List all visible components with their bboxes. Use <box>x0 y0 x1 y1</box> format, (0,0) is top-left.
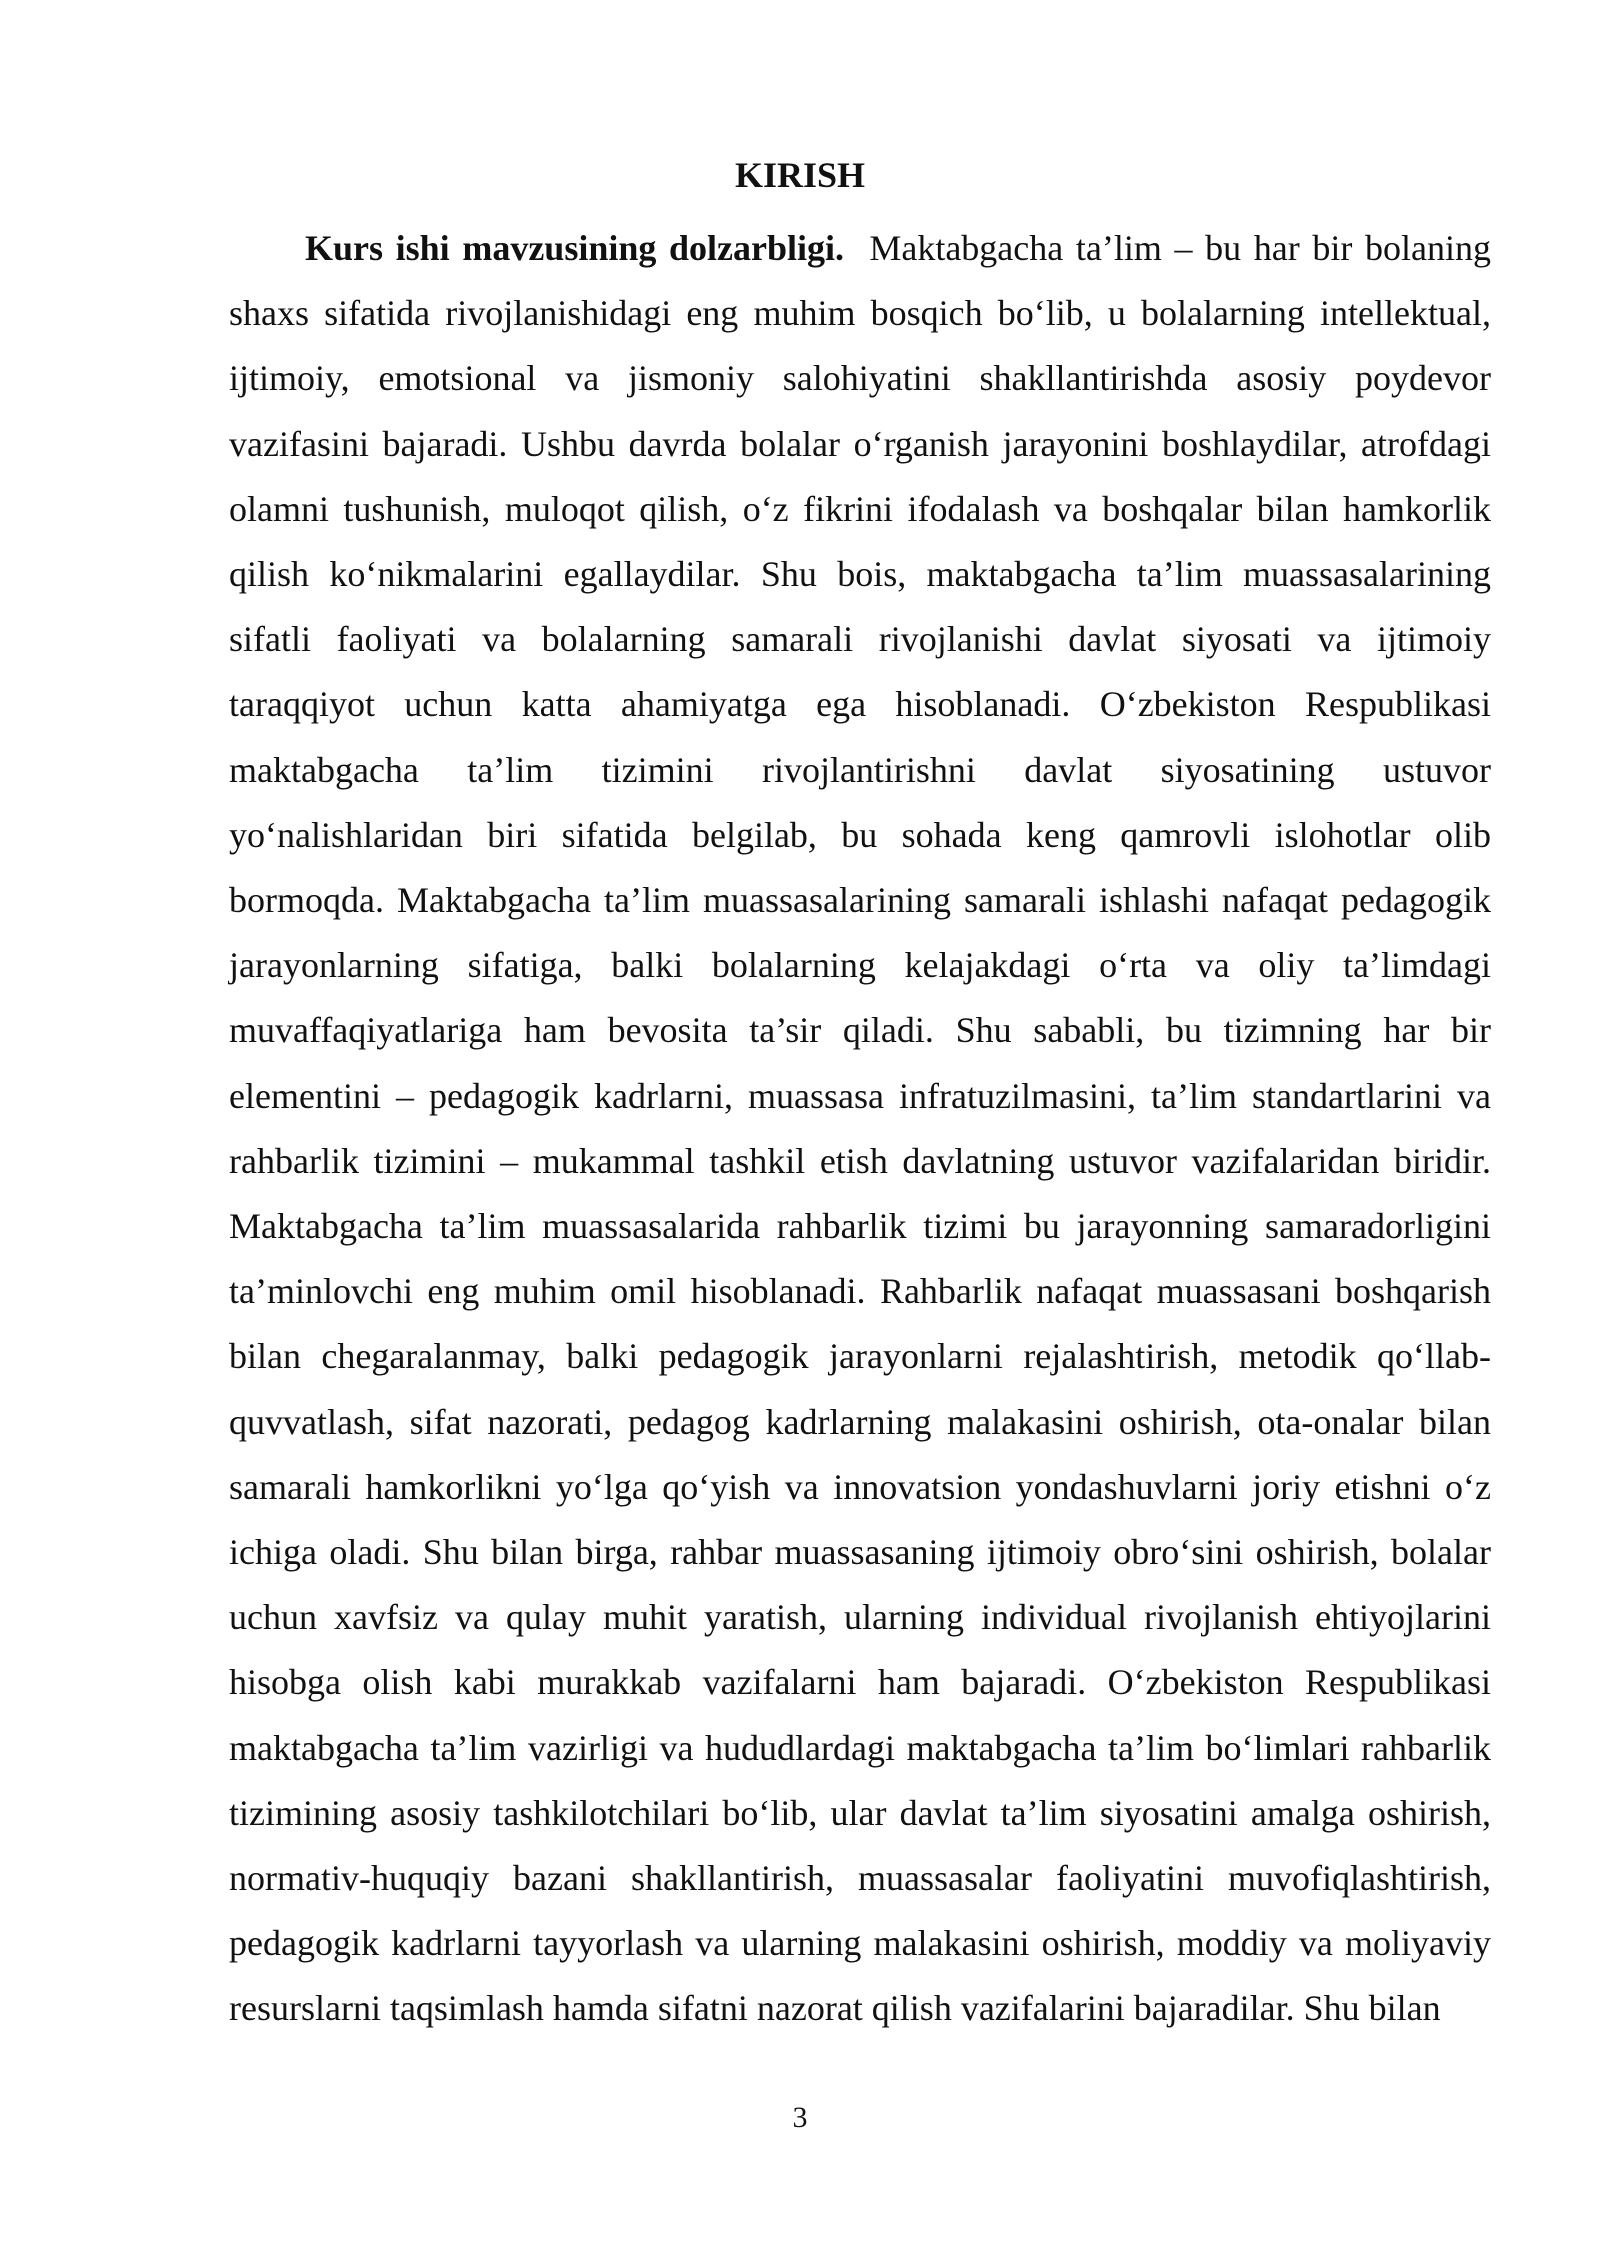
paragraph-body: Maktabgacha ta’lim – bu har bir bolaning shaxs sifatida rivojlanishidagi eng muhim bosqich bo‘lib, u bolalarning intellektual, ijtimoiy, emotsional va jismoniy salohiyatini shakllantirishda asosiy poydevor vazifasini bajaradi. Ushbu davrda bolalar o‘rganish jarayonini boshlaydilar, atrofdagi olamni tushunish, muloqot qilish, o‘z fikrini ifodalash va boshqalar bilan hamkorlik qilish ko‘nikmalarini egallaydilar. Shu bois, maktabgacha ta’lim muassasalarining sifatli faoliyati va bolalarning samarali rivojlanishi davlat siyosati va ijtimoiy taraqqiyot uchun katta ahamiyatga ega hisoblanadi. O‘zbekiston Respublikasi maktabgacha ta’lim tizimini rivojlantirishni davlat siyosatining ustuvor yo‘nalishlaridan biri sifatida belgilab, bu sohada keng qamrovli islohotlar olib bormoqda. Maktabgacha ta’lim muassasalarining samarali ishlashi nafaqat pedagogik jarayonlarning sifatiga, balki bolalarning kelajakdagi o‘rta va oliy ta’limdagi muvaffaqiyatlariga ham bevosita ta’sir qiladi. Shu sababli, bu tizimning har bir elementini – pedagogik kadrlarni, muassasa infratuzilmasini, ta’lim standartlarini va rahbarlik tizimini – mukammal tashkil etish davlatning ustuvor vazifalaridan biridir. Maktabgacha ta’lim muassasalarida rahbarlik tizimi bu jarayonning samaradorligini ta’minlovchi eng muhim omil hisoblanadi. Rahbarlik nafaqat muassasani boshqarish bilan chegaralanmay, balki pedagogik jarayonlarni rejalashtirish, metodik qo‘llab-quvvatlash, sifat nazorati, pedagog kadrlarning malakasini oshirish, ota-onalar bilan samarali hamkorlikni yo‘lga qo‘yish va innovatsion yondashuvlarni joriy etishni o‘z ichiga oladi. Shu bilan birga, rahbar muassasaning ijtimoiy obro‘sini oshirish, bolalar uchun xavfsiz va qulay muhit yaratish, ularning individual rivojlanish ehtiyojlarini hisobga olish kabi murakkab vazifalarni ham bajaradi. O‘zbekiston Respublikasi maktabgacha ta’lim vazirligi va hududlardagi maktabgacha ta’lim bo‘limlari rahbarlik tizimining asosiy tashkilotchilari bo‘lib, ular davlat ta’lim siyosatini amalga oshirish, normativ-huquqiy bazani shakllantirish, muassasalar faoliyatini muvofiqlashtirish, pedagogik kadrlarni tayyorlash va ularning malakasini oshirish, moddiy va moliyaviy resurslarni taqsimlash hamda sifatni nazorat qilish vazifalarini bajaradilar. Shu bilan <box>229 228 1491 2029</box>
body-paragraph <box>229 216 1491 2042</box>
section-heading: KIRISH <box>734 155 866 195</box>
page-number: 3 <box>792 2101 808 2134</box>
paragraph-lead: Kurs ishi mavzusining dolzarbligi. <box>305 228 845 268</box>
